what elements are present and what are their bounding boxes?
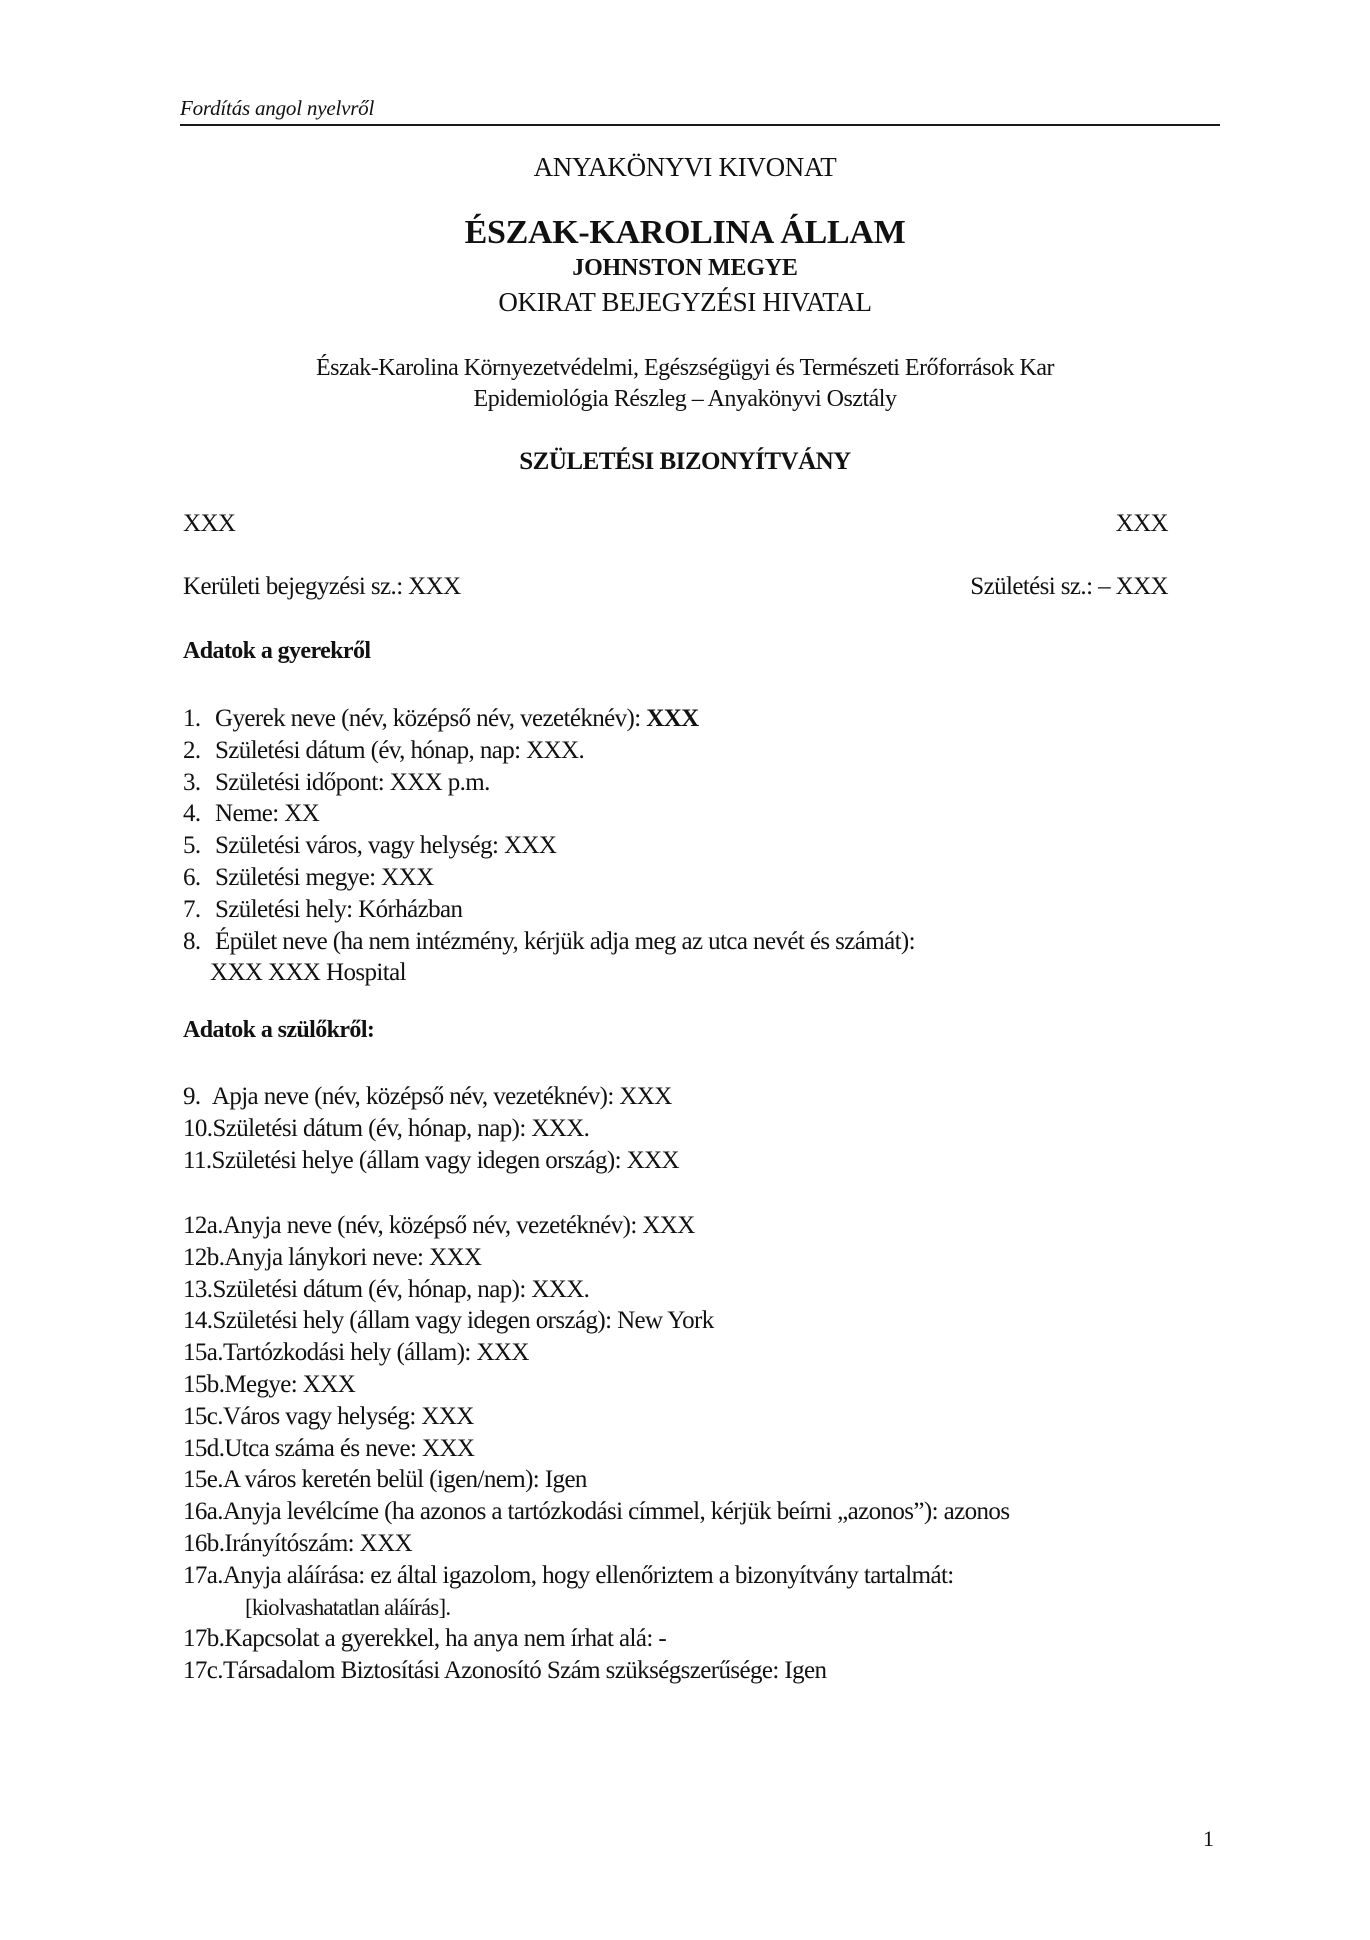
item-label: Kapcsolat a gyerekkel, ha anya nem írhat alá: — [224, 1625, 659, 1653]
item-number: 1. — [183, 705, 201, 732]
item-number: 5. — [183, 832, 201, 860]
list-item — [183, 1401, 1009, 1433]
item-label: Születési hely: — [215, 895, 359, 923]
page-number: 1 — [1203, 1826, 1214, 1851]
birth-number: Születési sz.: – XXX — [970, 573, 1168, 600]
item-label: Gyerek neve (név, középső név, vezetéknév): — [215, 705, 647, 732]
item-value: XXX — [642, 1212, 695, 1239]
list-item — [183, 926, 915, 958]
item-label: Épület neve (ha nem intézmény, kérjük adja meg az utca nevét és számát): — [215, 927, 915, 955]
item-number: 11. — [183, 1146, 212, 1174]
list-item — [183, 767, 915, 799]
item-value: XXX — [381, 863, 434, 891]
item-number: 16b. — [183, 1529, 225, 1557]
list-item — [183, 1623, 1009, 1655]
list-item — [183, 1655, 1009, 1687]
item-label: Anyja aláírása: ez által igazolom, hogy ellenőriztem a bizonyítvány tartalmát: — [222, 1561, 954, 1589]
father-data-list — [183, 1081, 679, 1176]
list-item — [183, 1560, 1009, 1592]
county-title: JOHNSTON MEGYE — [572, 255, 798, 281]
code-left: XXX — [183, 510, 236, 537]
item-value: XXX — [619, 1083, 672, 1110]
item-value: XXX — [503, 832, 557, 860]
item-label: Neme: — [215, 800, 285, 828]
child-section-heading: Adatok a gyerekről — [183, 638, 371, 664]
item-label: Születési város, vagy helység: — [215, 832, 504, 860]
item-number: 15d. — [183, 1434, 225, 1462]
item-label: Születési dátum (év, hónap, nap): — [212, 1114, 532, 1142]
list-item — [183, 1528, 1009, 1560]
item-value: XXX — [359, 1529, 413, 1557]
state-title: ÉSZAK-KAROLINA ÁLLAM — [464, 214, 906, 251]
item-number: 17b. — [183, 1625, 225, 1653]
item-label: Születési megye: — [215, 863, 382, 891]
item-label: Születési dátum (év, hónap, nap: — [215, 736, 527, 764]
list-item — [183, 1210, 1009, 1242]
item-value: Kórházban — [358, 895, 463, 923]
office-title: OKIRAT BEJEGYZÉSI HIVATAL — [498, 287, 872, 317]
item-value: XXX — [626, 1146, 680, 1174]
item-number: 16a. — [183, 1498, 223, 1526]
list-item — [183, 1274, 1009, 1306]
item-value: XXX — [476, 1339, 529, 1367]
item-value: azonos — [943, 1498, 1010, 1526]
item-label: Társadalom Biztosítási Azonosító Szám szükségszerűsége: — [222, 1657, 785, 1685]
item-number: 6. — [183, 863, 201, 891]
mother-data-list — [183, 1210, 1009, 1687]
item-number: 4. — [183, 800, 201, 828]
list-item — [183, 1145, 679, 1177]
item-number: 15a. — [183, 1339, 223, 1367]
list-item — [183, 1113, 679, 1145]
item-number: 12a. — [183, 1212, 223, 1239]
document-type: ANYAKÖNYVI KIVONAT — [533, 152, 837, 182]
item-label: Születési időpont: — [215, 768, 390, 796]
parents-section-heading: Adatok a szülőkről: — [183, 1017, 375, 1043]
item-number: 7. — [183, 895, 201, 923]
item-value: Igen — [784, 1657, 827, 1685]
item-label: Születési helye (állam vagy idegen ország): — [211, 1146, 627, 1174]
list-item — [183, 703, 915, 735]
list-item — [183, 1496, 1009, 1528]
item-number: 2. — [183, 736, 201, 764]
department-line-1: Észak-Karolina Környezetvédelmi, Egészségügyi és Természeti Erőforrások Kar — [315, 355, 1055, 381]
item-number: 9. — [183, 1083, 212, 1110]
code-row — [183, 510, 1168, 538]
item-label: Tartózkodási hely (állam): — [222, 1339, 477, 1367]
item-label: Születési dátum (év, hónap, nap): — [212, 1275, 532, 1303]
signature-line — [183, 1592, 1009, 1624]
item-value: Igen — [544, 1466, 587, 1494]
department-line-2: Epidemiológia Részleg – Anyakönyvi Osztály — [473, 386, 897, 412]
item-label: Születési hely (állam vagy idegen ország): — [212, 1307, 618, 1335]
item-label: Anyja levélcíme (ha azonos a tartózkodási címmel, kérjük beírni „azonos”): — [222, 1498, 944, 1526]
child-data-list — [183, 703, 915, 989]
item-value: XXX XXX Hospital — [210, 959, 406, 987]
item-label: Megye: — [224, 1370, 303, 1398]
page-header — [180, 96, 1220, 126]
item-number: 13. — [183, 1275, 213, 1303]
code-right: XXX — [1115, 510, 1168, 537]
item-number: 3. — [183, 768, 201, 796]
item-number: 15c. — [183, 1402, 223, 1430]
item-value: - — [658, 1625, 667, 1653]
list-item — [183, 1305, 1009, 1337]
item-value: XXX — [421, 1402, 474, 1430]
item-value: XXX — [646, 705, 699, 732]
item-number: 14. — [183, 1307, 213, 1335]
item-label: Anyja neve (név, középső név, vezetéknév): — [222, 1212, 643, 1239]
item-value: XXX p.m. — [389, 768, 490, 796]
district-registration-number: Kerületi bejegyzési sz.: XXX — [183, 573, 461, 600]
item-value: XXX — [429, 1243, 482, 1271]
list-item-continuation — [183, 957, 915, 989]
list-item — [183, 798, 915, 830]
list-item — [183, 830, 915, 862]
item-label: Anyja lánykori neve: — [224, 1243, 430, 1271]
running-title: Fordítás angol nyelvről — [180, 96, 375, 120]
item-label: A város keretén belül (igen/nem): — [222, 1466, 545, 1494]
item-value: XX — [284, 800, 320, 828]
list-item — [183, 735, 915, 767]
list-item — [183, 1242, 1009, 1274]
list-item — [183, 1337, 1009, 1369]
list-item — [183, 1464, 1009, 1496]
item-number: 17c. — [183, 1657, 223, 1685]
item-number: 15b. — [183, 1370, 225, 1398]
registration-row — [183, 573, 1168, 601]
item-value: New York — [617, 1307, 714, 1335]
item-value: XXX — [302, 1370, 356, 1398]
item-value: XXX — [421, 1434, 475, 1462]
item-label: Város vagy helység: — [222, 1402, 422, 1430]
item-number: 17a. — [183, 1561, 223, 1589]
item-number: 10. — [183, 1114, 213, 1142]
item-label: Utca száma és neve: — [224, 1434, 422, 1462]
item-value: XXX. — [531, 1275, 590, 1303]
item-label: Apja neve (név, középső név, vezetéknév): — [211, 1083, 620, 1110]
item-number: 15e. — [183, 1466, 223, 1494]
item-value: XXX. — [531, 1114, 590, 1142]
item-label: Irányítószám: — [224, 1529, 360, 1557]
item-number: 8. — [183, 927, 201, 955]
list-item — [183, 1081, 679, 1113]
item-value: XXX. — [526, 736, 585, 764]
list-item — [183, 1433, 1009, 1465]
list-item — [183, 894, 915, 926]
list-item — [183, 862, 915, 894]
certificate-title: SZÜLETÉSI BIZONYÍTVÁNY — [519, 448, 851, 475]
list-item — [183, 1369, 1009, 1401]
item-value: [kiolvashatatlan aláírás]. — [245, 1594, 451, 1620]
item-number: 12b. — [183, 1243, 225, 1271]
